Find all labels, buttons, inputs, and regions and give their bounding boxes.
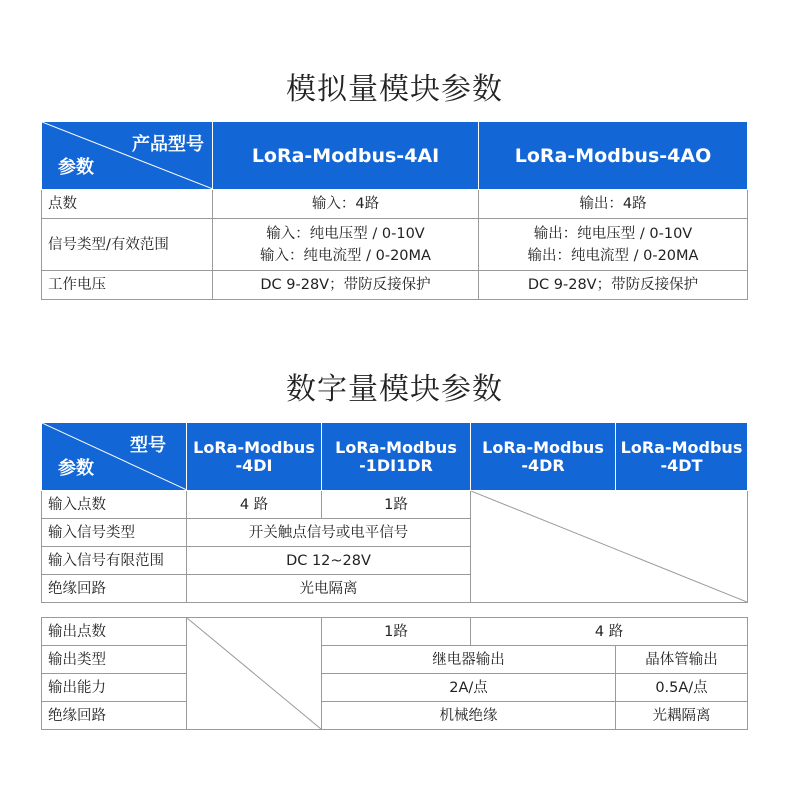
row-label-output-type: 输出类型 [42, 646, 187, 674]
row-label-output-points: 输出点数 [42, 618, 187, 646]
model-4dt-line1: LoRa-Modbus [620, 437, 743, 457]
cell-4d-output-points: 4 路 [471, 618, 748, 646]
row-label-points: 点数 [42, 190, 213, 219]
cell-output-iso-relay: 机械绝缘 [322, 702, 616, 730]
cell-4di-input-points: 4 路 [187, 491, 322, 519]
model-4dr-header [471, 423, 616, 491]
model-4dt-line2: -4DT [660, 455, 703, 475]
model-4ao-header: LoRa-Modbus-4AO [479, 122, 748, 190]
cell-4ao-signal [479, 219, 748, 271]
row-label-input-range: 输入信号有限范围 [42, 547, 187, 575]
cell-output-cap-relay: 2A/点 [322, 674, 616, 702]
cell-output-type-relay: 继电器输出 [322, 646, 616, 674]
output-na-block [187, 618, 322, 730]
section-gap [42, 603, 748, 618]
cell-1di1dr-output-points: 1路 [322, 618, 471, 646]
model-1di1dr-line2: -1DI1DR [359, 455, 433, 475]
digital-params-table [41, 422, 748, 730]
cell-4ao-voltage: DC 9-28V；带防反接保护 [479, 271, 748, 300]
corner-label-model: 型号 [130, 435, 166, 456]
digital-section-title: 数字量模块参数 [286, 372, 503, 407]
model-4dr-line1: LoRa-Modbus [482, 437, 604, 457]
model-1di1dr-line1: LoRa-Modbus [335, 437, 457, 457]
na-diagonal [187, 618, 321, 729]
cell-4ao-signal-current: 输出：纯电流型 / 0-20MA [527, 247, 699, 264]
model-4di-line2: -4DI [235, 455, 273, 475]
corner-label-model: 产品型号 [132, 134, 204, 155]
cell-4ai-signal-voltage: 输入：纯电压型 / 0-10V [266, 225, 425, 242]
cell-4ai-points: 输入：4路 [213, 190, 479, 219]
cell-input-type: 开关触点信号或电平信号 [187, 519, 471, 547]
row-label-input-points: 输入点数 [42, 491, 187, 519]
digital-corner-header [42, 423, 187, 491]
corner-label-param: 参数 [58, 157, 94, 178]
row-label-input-type: 输入信号类型 [42, 519, 187, 547]
model-4dr-line2: -4DR [521, 455, 565, 475]
model-4di-header [187, 423, 322, 491]
input-na-block [471, 491, 748, 603]
cell-input-iso: 光电隔离 [187, 575, 471, 603]
model-4dt-header [616, 423, 748, 491]
cell-4ao-signal-voltage: 输出：纯电压型 / 0-10V [533, 225, 693, 242]
analog-params-table [41, 121, 748, 300]
cell-1di1dr-input-points: 1路 [322, 491, 471, 519]
cell-input-range: DC 12~28V [187, 547, 471, 575]
row-label-voltage: 工作电压 [42, 271, 213, 300]
row-label-output-iso: 绝缘回路 [42, 702, 187, 730]
model-1di1dr-header [322, 423, 471, 491]
cell-output-iso-transistor: 光耦隔离 [616, 702, 748, 730]
corner-label-param: 参数 [58, 458, 94, 479]
model-4ai-header: LoRa-Modbus-4AI [213, 122, 479, 190]
row-label-input-iso: 绝缘回路 [42, 575, 187, 603]
cell-4ai-signal-current: 输入：纯电流型 / 0-20MA [260, 247, 431, 264]
cell-4ai-voltage: DC 9-28V；带防反接保护 [213, 271, 479, 300]
cell-4ai-signal [213, 219, 479, 271]
analog-section-title: 模拟量模块参数 [286, 72, 503, 107]
cell-output-type-transistor: 晶体管输出 [616, 646, 748, 674]
model-4di-line1: LoRa-Modbus [193, 437, 315, 457]
row-label-signal: 信号类型/有效范围 [42, 219, 213, 271]
analog-corner-header [42, 122, 213, 190]
na-diagonal [471, 491, 747, 602]
cell-output-cap-transistor: 0.5A/点 [616, 674, 748, 702]
row-label-output-cap: 输出能力 [42, 674, 187, 702]
cell-4ao-points: 输出：4路 [479, 190, 748, 219]
